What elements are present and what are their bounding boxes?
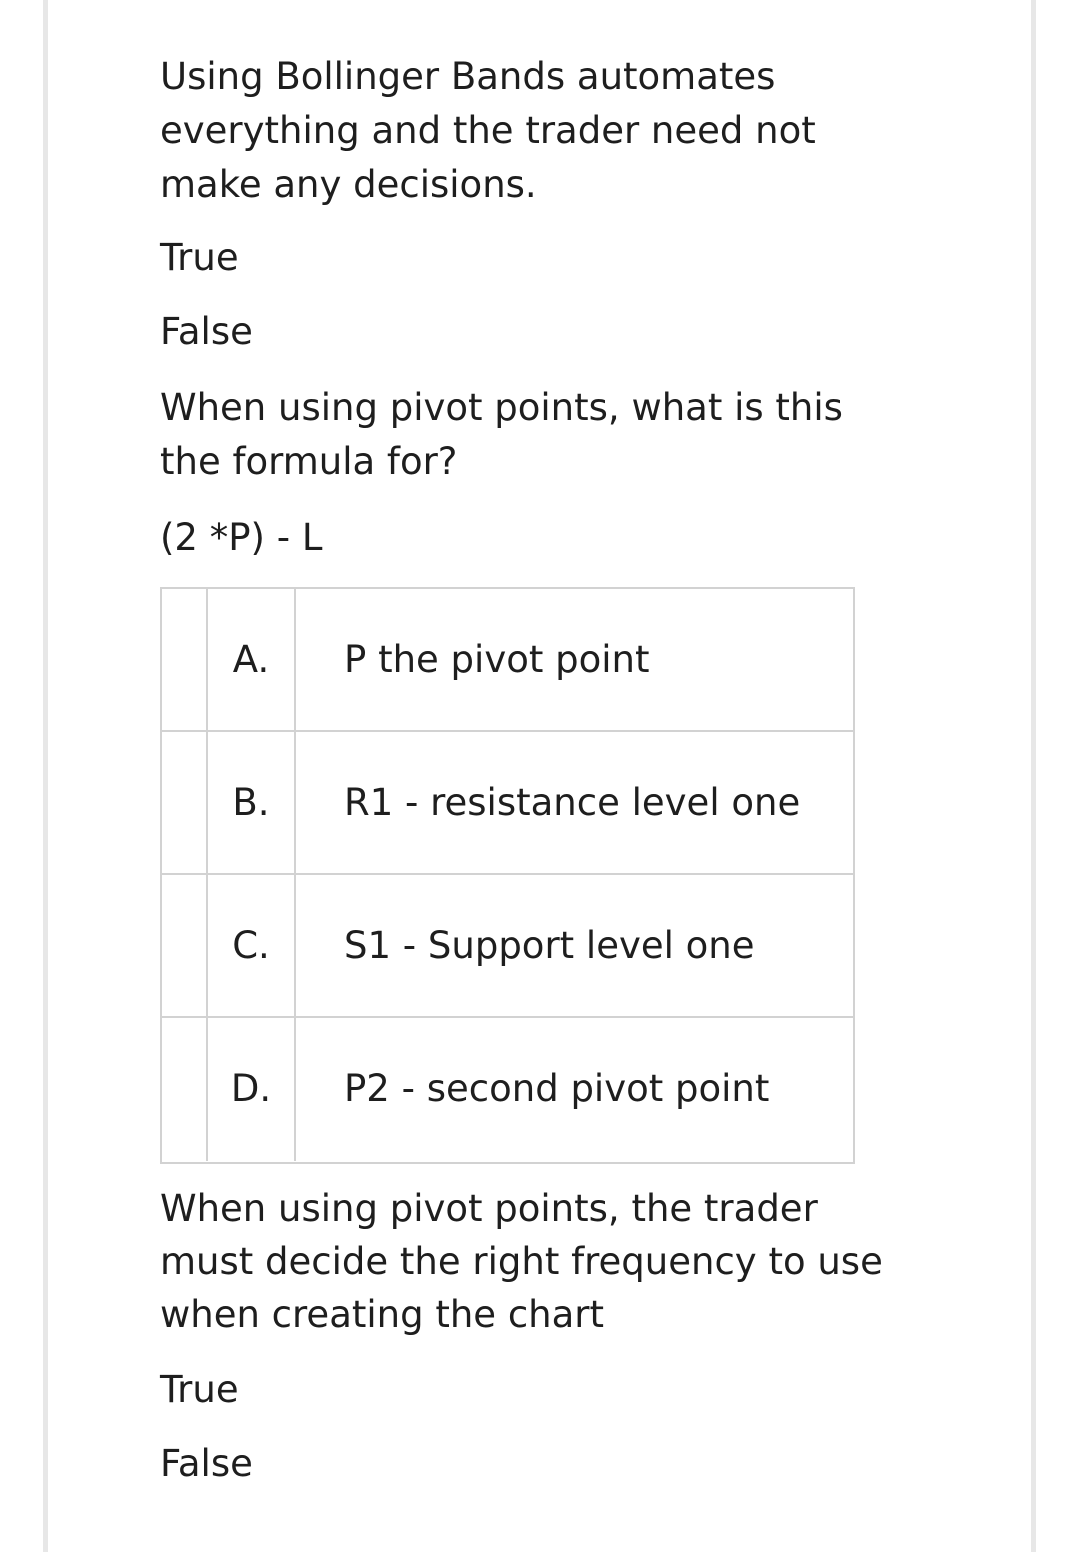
choice-table	[160, 587, 855, 1164]
choice-a-text: P the pivot point	[344, 638, 650, 681]
question-3-option-true[interactable]: True	[160, 1368, 239, 1411]
question-2-formula: (2 *P) - L	[160, 516, 323, 559]
choice-row-a[interactable]	[162, 589, 853, 732]
question-1-option-true[interactable]: True	[160, 236, 239, 279]
question-3-line-1: When using pivot points, the trader	[160, 1187, 818, 1230]
question-3-line-3: when creating the chart	[160, 1293, 605, 1336]
page-right-border	[1031, 0, 1036, 1552]
page-left-border	[43, 0, 48, 1552]
choice-d-letter: D.	[208, 1018, 296, 1161]
choice-b-text: R1 - resistance level one	[344, 781, 801, 824]
choice-a-select-cell[interactable]	[162, 589, 208, 730]
choice-d-select-cell[interactable]	[162, 1018, 208, 1161]
question-2-line-2: the formula for?	[160, 440, 458, 483]
question-3-option-false[interactable]: False	[160, 1442, 253, 1485]
choice-row-b[interactable]	[162, 732, 853, 875]
question-3-line-2: must decide the right frequency to use	[160, 1240, 883, 1283]
question-1-option-false[interactable]: False	[160, 310, 253, 353]
question-2-line-1: When using pivot points, what is this	[160, 386, 843, 429]
question-1-line-1: Using Bollinger Bands automates	[160, 55, 776, 98]
choice-row-c[interactable]	[162, 875, 853, 1018]
choice-c-text: S1 - Support level one	[344, 924, 755, 967]
choice-c-letter: C.	[208, 875, 296, 1016]
choice-d-text: P2 - second pivot point	[344, 1067, 770, 1110]
choice-b-select-cell[interactable]	[162, 732, 208, 873]
choice-b-letter: B.	[208, 732, 296, 873]
choice-c-select-cell[interactable]	[162, 875, 208, 1016]
choice-row-d[interactable]	[162, 1018, 853, 1161]
question-1-line-2: everything and the trader need not	[160, 109, 816, 152]
choice-a-letter: A.	[208, 589, 296, 730]
question-1-line-3: make any decisions.	[160, 163, 537, 206]
